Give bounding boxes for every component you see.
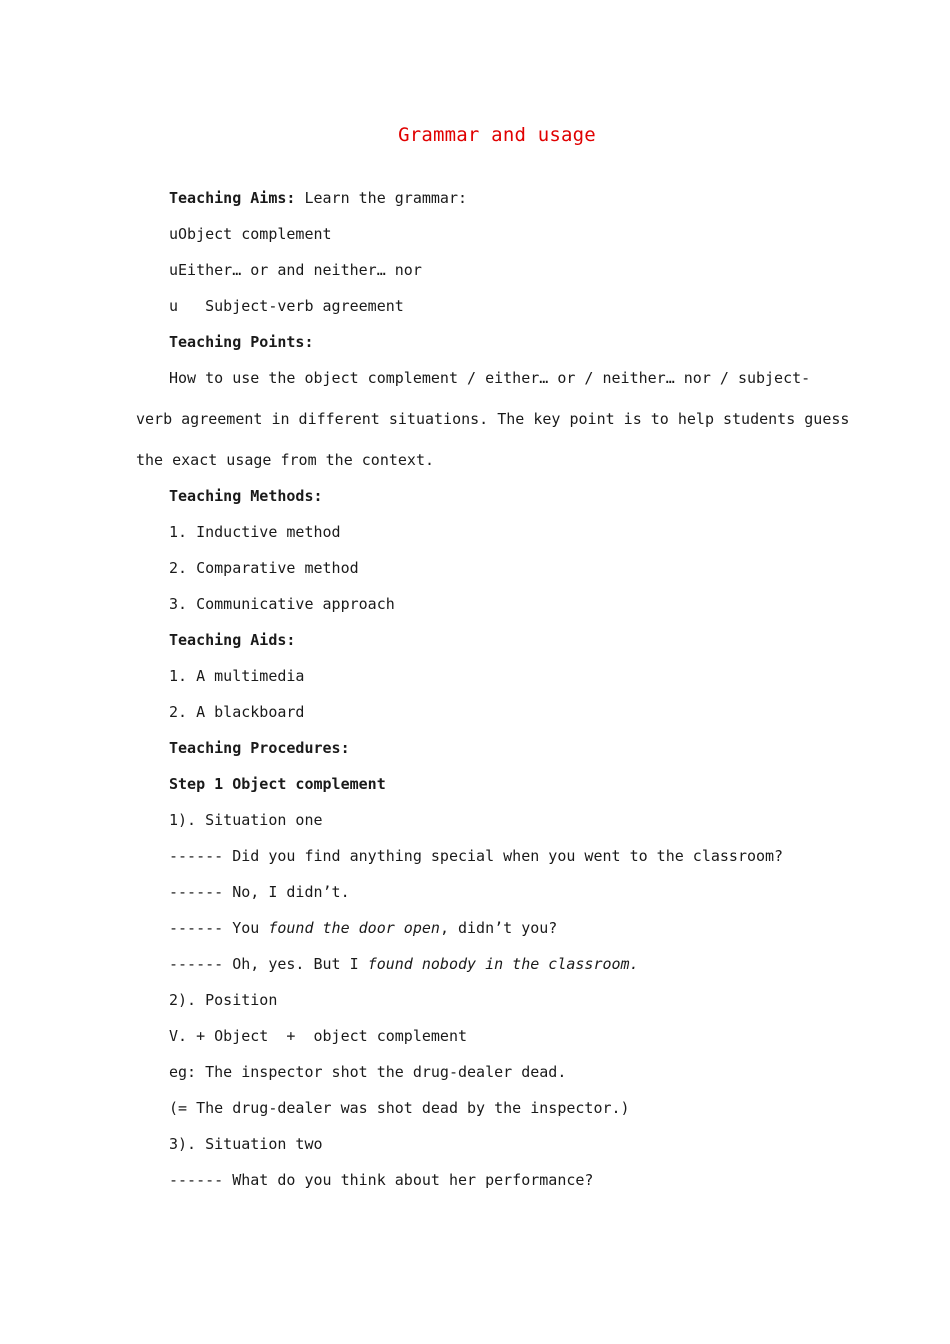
teaching-aims-line — [169, 188, 467, 208]
dialogue-text: ------ You — [169, 919, 269, 937]
method-item: 1. Inductive method — [169, 523, 341, 541]
aim-item-either-neither: uEither… or and neither… nor — [169, 261, 422, 279]
example-sentence: eg: The inspector shot the drug-dealer dead. — [169, 1063, 567, 1081]
teaching-aids-label: Teaching Aids: — [169, 631, 296, 649]
example-note: (= The drug-dealer was shot dead by the inspector.) — [169, 1099, 630, 1117]
dialogue-italic-phrase: found nobody in the classroom. — [367, 955, 639, 973]
dialogue-line — [169, 954, 639, 974]
dialogue-line — [169, 918, 557, 938]
method-item: 3. Communicative approach — [169, 595, 395, 613]
teaching-aims-label: Teaching Aims: — [169, 189, 296, 207]
position-formula: V. + Object + object complement — [169, 1027, 468, 1045]
teaching-points-text-2: verb agreement in different situations. The key point is to help students guess — [136, 410, 850, 428]
dialogue-line: ------ Did you find anything special when you went to the classroom? — [169, 847, 784, 865]
dialogue-line: ------ No, I didn’t. — [169, 883, 350, 901]
situation-one-heading: 1). Situation one — [169, 811, 323, 829]
position-heading: 2). Position — [169, 991, 278, 1009]
teaching-procedures-label: Teaching Procedures: — [169, 739, 350, 757]
dialogue-text: ------ Oh, yes. But I — [169, 955, 368, 973]
dialogue-line: ------ What do you think about her performance? — [169, 1171, 594, 1189]
situation-two-heading: 3). Situation two — [169, 1135, 323, 1153]
aid-item: 2. A blackboard — [169, 703, 305, 721]
dialogue-italic-phrase: found the door open — [268, 919, 440, 937]
aim-item-subject-verb: u Subject-verb agreement — [169, 297, 404, 315]
dialogue-text: , didn’t you? — [439, 919, 558, 937]
teaching-points-text-3: the exact usage from the context. — [136, 451, 435, 469]
aim-item-object-complement: uObject complement — [169, 225, 332, 243]
document-title: Grammar and usage — [398, 124, 596, 146]
method-item: 2. Comparative method — [169, 559, 359, 577]
teaching-points-text-1: How to use the object complement / either… or / neither… nor / subject- — [169, 369, 811, 387]
teaching-methods-label: Teaching Methods: — [169, 487, 323, 505]
teaching-points-label: Teaching Points: — [169, 333, 314, 351]
aid-item: 1. A multimedia — [169, 667, 305, 685]
teaching-aims-text: Learn the grammar: — [295, 189, 468, 207]
step-1-heading: Step 1 Object complement — [169, 775, 386, 793]
